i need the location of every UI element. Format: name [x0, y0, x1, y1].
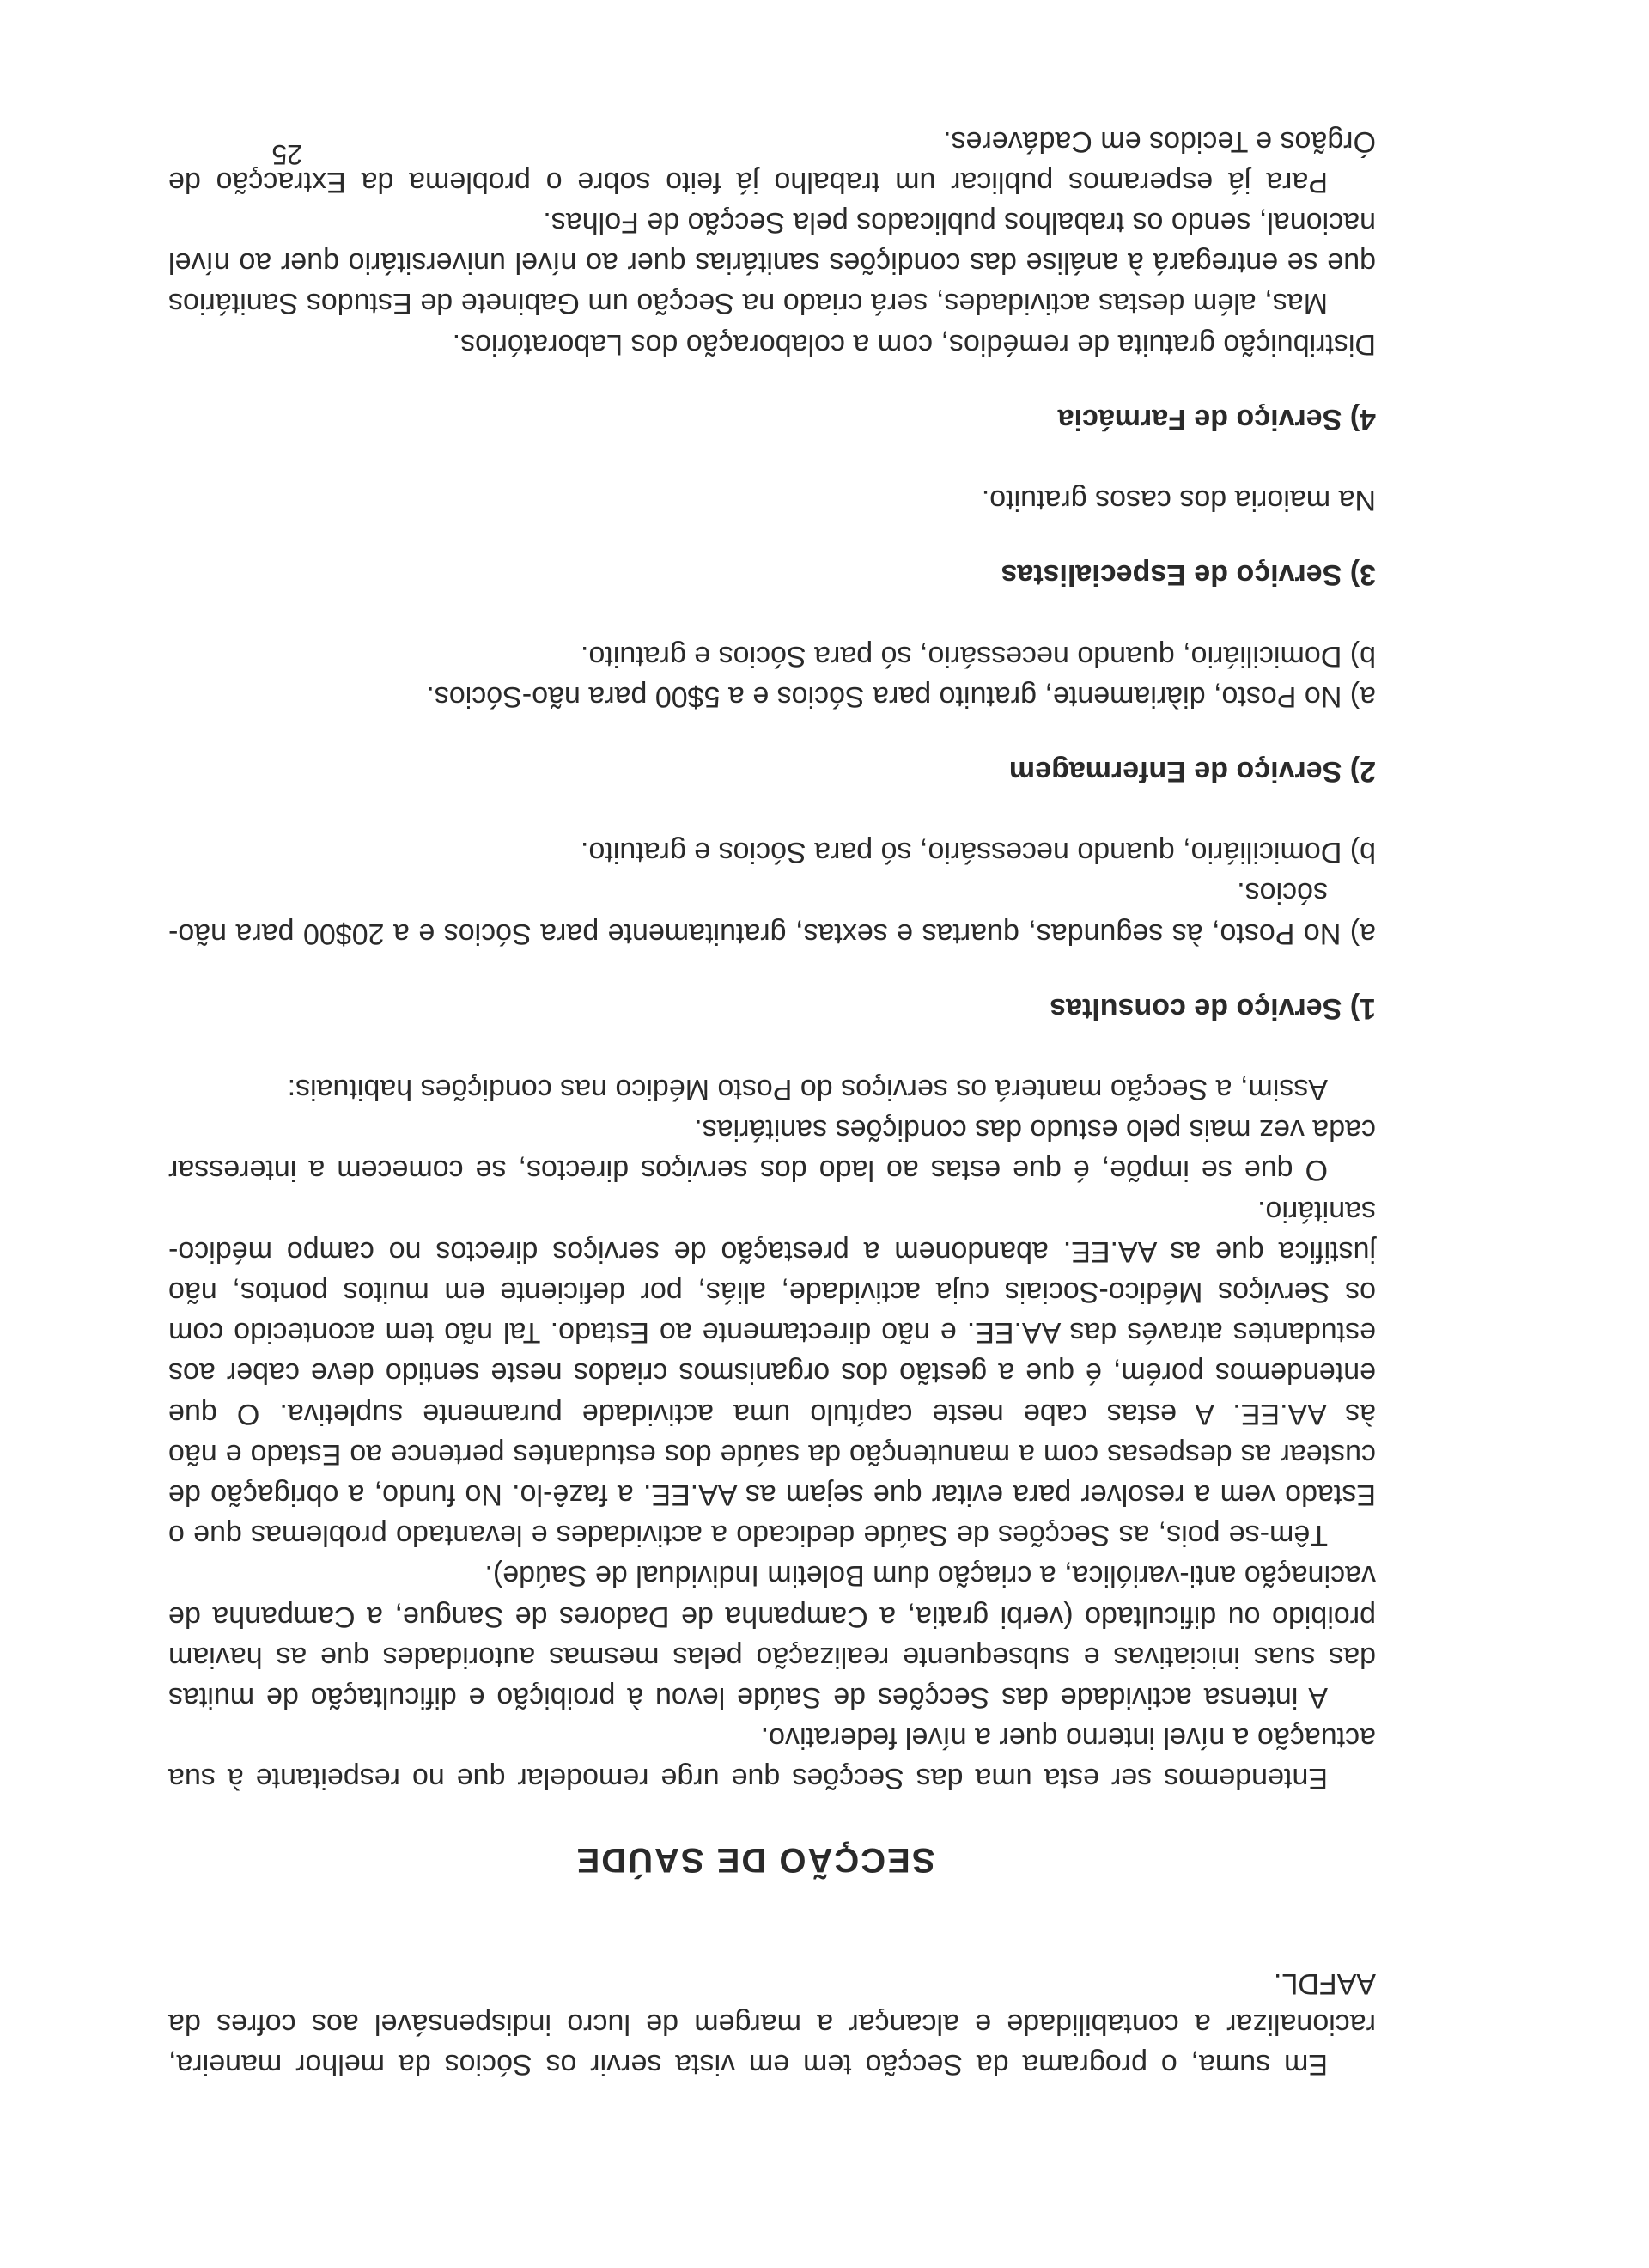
- closing-paragraph: Para já esperamos publicar um trabalho já feito sobre o problema da Extracção de Órgãos e Tecidos em Cadáveres.: [168, 125, 1376, 198]
- body-paragraph: O que se impõe, é que estas ao lado dos serviços directos, se comecem a interessar cada vez mais pelo estudo das condições sanitárias.: [168, 1113, 1376, 1187]
- section-title: SECÇÃO DE SAÚDE: [575, 1841, 935, 1880]
- service-item: b) Domiciliário, quando necessário, só para Sócios e gratuito.: [580, 639, 1376, 673]
- body-paragraph: A intensa actividade das Secções de Saúde levou à proibição e dificultação de muitas das suas iniciativas e subsequente realização pelas mesmas autoridades que as haviam proibido ou dificultado (verbi gratia, a Campanha de Dadores de Sangue, a Campanha de vacinação anti-variólica, a criação dum Boletim Individual de Saúde).: [168, 1559, 1376, 1714]
- text-column: [168, 120, 1376, 2084]
- service-heading: 2) Serviço de Enfermagem: [1008, 754, 1376, 788]
- intro-paragraph: Em suma, o programa da Secção tem em vista servir os Sócios da melhor maneira, racionalizar a contabilidade e alcançar a margem de lucro indispensável aos cofres da AAFDL.: [168, 1966, 1376, 2081]
- page-number: 25: [271, 139, 302, 170]
- closing-paragraph: Mas, além destas actividades, será criado na Secção um Gabinete de Estudos Sanitários que se entregará à análise das condições sanitárias quer ao nível universitário quer ao nível nacional, sendo os trabalhos publicados pela Secção de Folhas.: [168, 206, 1376, 320]
- service-item: Distribuição gratuita de remédios, com a colaboração dos Laboratórios.: [452, 327, 1376, 361]
- service-heading: 3) Serviço de Especialistas: [1001, 558, 1376, 592]
- service-item: a) No Posto, diàriamente, gratuito para Sócios e a 5$00 para não-Sócios.: [426, 680, 1376, 713]
- service-heading: 4) Serviço de Farmácia: [1057, 402, 1376, 436]
- service-item: Na maioria dos casos gratuito.: [981, 484, 1376, 517]
- service-item: b) Domiciliário, quando necessário, só para Sócios e gratuito.: [580, 836, 1376, 869]
- body-paragraph: Entendemos ser esta uma das Secções que urge remodelar que no respeitante à sua actuação a nível interno quer a nível federativo.: [168, 1722, 1376, 1796]
- body-paragraph: Assim, a Secção manterá os serviços do Posto Médico nas condições habituais:: [287, 1072, 1328, 1106]
- service-heading: 1) Serviço de consultas: [1050, 991, 1376, 1025]
- service-item: a) No Posto, às segundas, quartas e sextas, gratuitamente para Sócios e a 20$00 para não-sócios.: [168, 876, 1376, 950]
- body-paragraph: Têm-se pois, as Secções de Saúde dedicado a actividades e levantado problemas que o Estado vem a resolver para evitar que sejam as AA.EE. a fazê-lo. No fundo, a obrigação de custear as despesas com a manutenção da saúde dos estudantes pertence ao Estado e não às AA.EE. A estas cabe neste capítulo uma actividade puramente supletiva. O que entendemos porém, é que a gestão dos organismos criados neste sentido deve caber aos estudantes através das AA.EE. e não directamente ao Estado. Tal não tem acontecido com os Serviços Médico-Sociais cuja actividade, aliás, por deficiente em muitos pontos, não justifica que as AA.EE. abandonem a prestação de serviços directos no campo médico-sanitário.: [168, 1194, 1376, 1552]
